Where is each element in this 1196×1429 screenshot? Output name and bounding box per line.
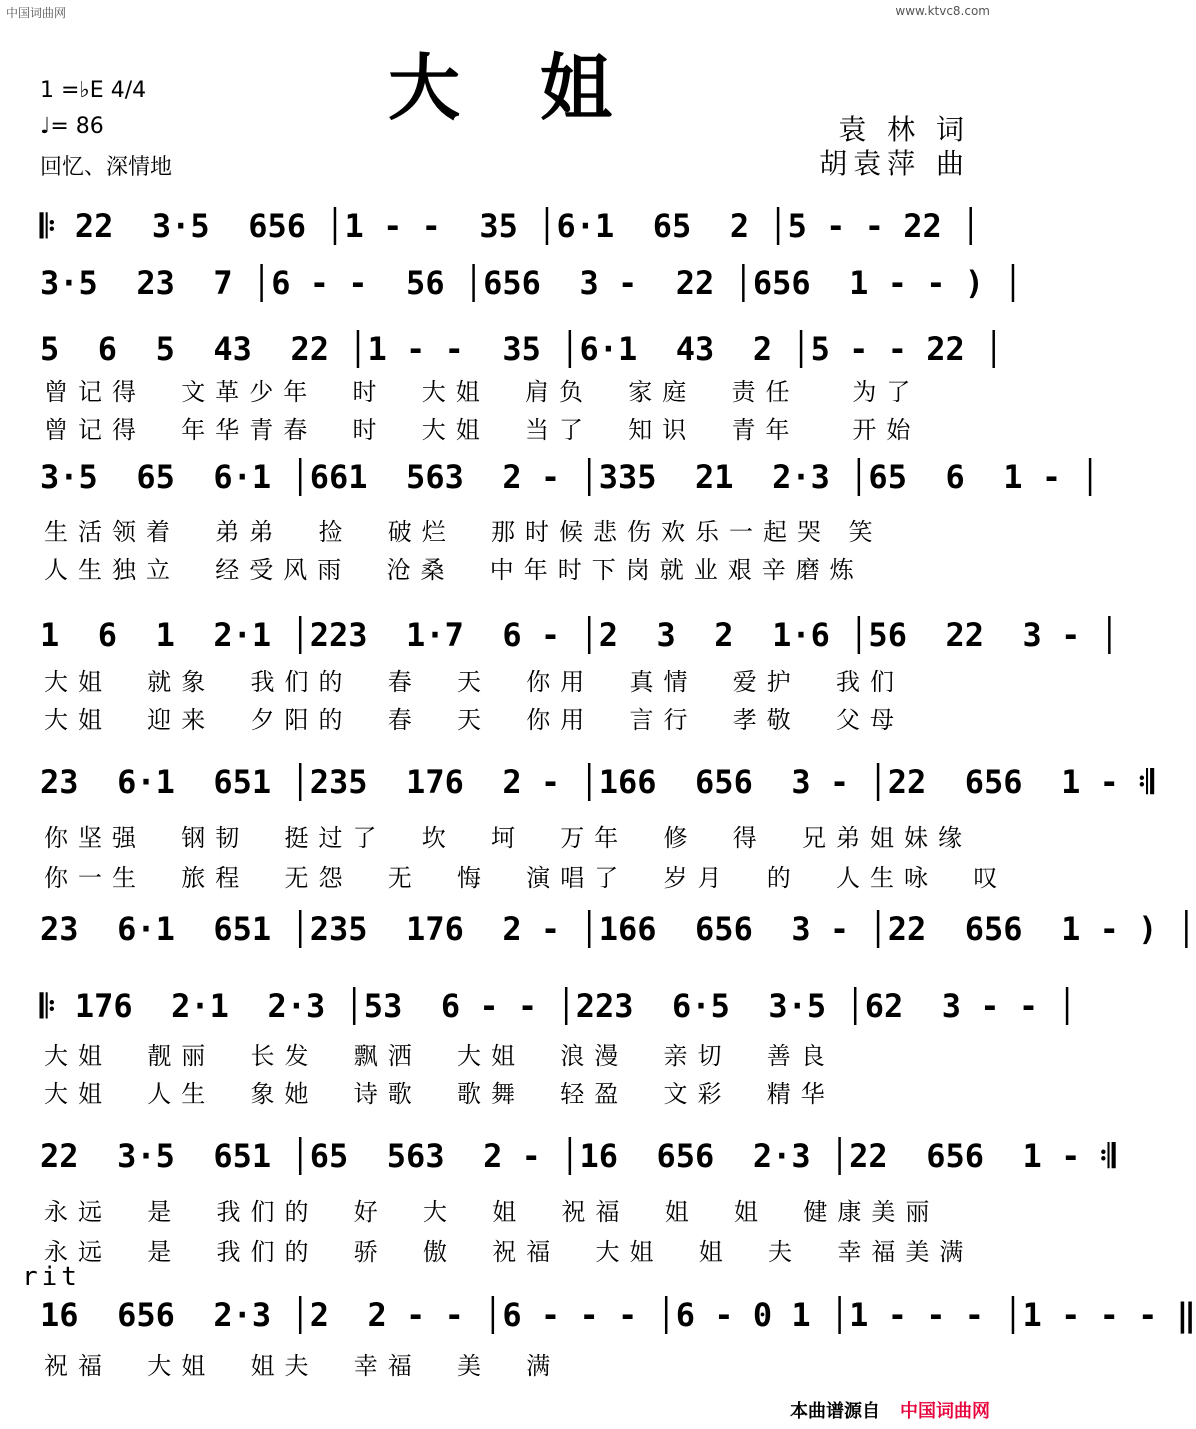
notation-row — [40, 246, 1023, 302]
watermark-left: 中国词曲网 — [6, 6, 67, 20]
notation-row — [40, 312, 1004, 368]
notation-line: 1 6 1 2·1 │223 1·7 6 - │2 3 2 1·6 │56 22 3 - │ — [40, 616, 1119, 654]
notation-line: 23 6·1 651 │235 176 2 - │166 656 3 - │22 656 1 - 𝄇 — [40, 763, 1154, 801]
lyric-line: 永远 是 我们的 好 大 姐 祝福 姐 姐 健康美丽 — [44, 1198, 940, 1226]
notation-row — [40, 1120, 1116, 1176]
notation-line: 5 6 5 43 22 │1 - - 35 │6·1 43 2 │5 - - 22 │ — [40, 330, 1004, 368]
notation-line: 3·5 65 6·1 │661 563 2 - │335 21 2·3 │65 6 1 - │ — [40, 458, 1100, 496]
lyric-line: 人生独立 经受风雨 沧桑 中年时下岗就业艰辛磨炼 — [44, 556, 864, 584]
notation-row — [40, 598, 1119, 654]
notation-line: 23 6·1 651 │235 176 2 - │166 656 3 - │22 656 1 - ) │ — [40, 910, 1196, 948]
lyric-line: 生活领着 弟弟 捡 破烂 那时候悲伤欢乐一起哭 笑 — [44, 518, 883, 546]
expression-marking: 回忆、深情地 — [40, 155, 173, 180]
lyricist-credit: 袁 林 词 — [838, 113, 970, 146]
lyric-line: 大姐 就象 我们的 春 天 你用 真情 爱护 我们 — [44, 668, 905, 696]
notation-line: 22 3·5 651 │65 563 2 - │16 656 2·3 │22 656 1 - 𝄇 — [40, 1137, 1116, 1175]
notation-row — [40, 190, 981, 246]
notation-row — [40, 1278, 1196, 1334]
notation-line: 𝄆 176 2·1 2·3 │53 6 - - │223 6·5 3·5 │62 3 - - │ — [40, 987, 1077, 1025]
notation-row — [40, 746, 1154, 802]
notation-line: 3·5 23 7 │6 - - 56 │656 3 - 22 │656 1 - - ) │ — [40, 264, 1023, 302]
lyric-line: 你一生 旅程 无怨 无 悔 演唱了 岁月 的 人生咏 叹 — [44, 864, 1008, 892]
key-signature: 1 =♭E 4/4 — [40, 78, 147, 103]
lyric-line: 祝福 大姐 姐夫 幸福 美 满 — [44, 1352, 561, 1380]
lyric-line: 曾记得 文革少年 时 大姐 肩负 家庭 责任 为了 — [44, 378, 921, 406]
tempo-marking: ♩= 86 — [40, 114, 104, 139]
notation-row — [40, 970, 1077, 1026]
footer-source-label: 本曲谱源自 — [790, 1401, 880, 1422]
footer-site-link[interactable]: 中国词曲网 — [900, 1401, 990, 1422]
notation-row — [40, 892, 1196, 948]
lyric-line: 大姐 人生 象她 诗歌 歌舞 轻盈 文彩 精华 — [44, 1080, 835, 1108]
lyric-line: 大姐 迎来 夕阳的 春 天 你用 言行 孝敬 父母 — [44, 706, 905, 734]
lyric-line: 曾记得 年华青春 时 大姐 当了 知识 青年 开始 — [44, 416, 921, 444]
notation-line: 16 656 2·3 │2 2 - - │6 - - - │6 - 0 1 │1 - - - │1 - - - ‖ — [40, 1296, 1196, 1334]
composer-credit: 胡袁萍 曲 — [819, 147, 970, 180]
notation-line: 𝄆 22 3·5 656 │1 - - 35 │6·1 65 2 │5 - - 22 │ — [40, 207, 981, 245]
rit-marking: rit — [22, 1262, 81, 1292]
lyric-line: 大姐 靓丽 长发 飘洒 大姐 浪漫 亲切 善良 — [44, 1042, 835, 1070]
lyric-line: 永远 是 我们的 骄 傲 祝福 大姐 姐 夫 幸福美满 — [44, 1238, 974, 1266]
watermark-right: www.ktvc8.com — [895, 4, 990, 18]
notation-row — [40, 440, 1100, 496]
lyric-line: 你坚强 钢韧 挺过了 坎 坷 万年 修 得 兄弟姐妹缘 — [44, 824, 973, 852]
song-title: 大姐 — [387, 46, 692, 130]
